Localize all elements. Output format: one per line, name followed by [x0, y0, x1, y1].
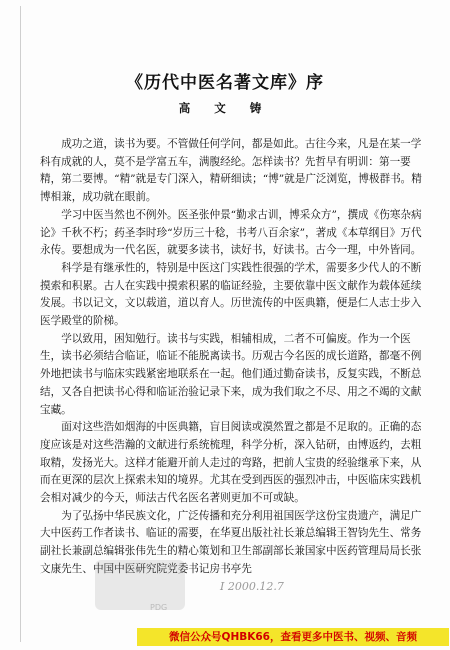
- paragraph: 学以致用，困知勉行。读书与实践，相辅相成，二者不可偏废。作为一个医生，读书必须结合临证，临证不能脱离读书。历观古今名医的成长道路，都毫不例外地把读书与临床实践紧密地联系在一起。他们通过勤奋读书，反复实践，不断总结，又各自把读书心得和临证治验记录下来，成为我们取之不尽、用之不竭的文献宝藏。: [40, 332, 422, 416]
- body-text: [40, 136, 424, 579]
- paragraph: 科学是有继承性的，特别是中医这门实践性很强的学术，需要多少代人的不断摸索和积累。古人在实践中摸索积累的临证经验，主要依靠中医文献作为载体延续发展。书以记文，文以载道，道以育人。历世流传的中医典籍，便是仁人志士步入医学殿堂的阶梯。: [40, 261, 422, 328]
- paragraph: 面对这些浩如烟海的中医典籍，盲目阅读或漠然置之都是不足取的。正确的态度应该是对这些浩瀚的文献进行系统梳理，科学分析，深入钻研，由博返约，去粗取精，发扬光大。这样才能避开前人走过的弯路，把前人宝贵的经验继承下来，从而在更深的层次上探索未知的境界。尤其在受到西医的强烈冲击，中医临床实践机会相对减少的今天，师法古代名医名著则更加不可或缺。: [40, 421, 422, 505]
- promo-banner: 微信公众号QHBK66，查看更多中医书、视频、音频: [137, 628, 449, 646]
- handwritten-date: Ⅰ 2000.12.7: [220, 580, 284, 593]
- watermark-text: PDG: [150, 603, 168, 612]
- library-watermark-logo: [95, 560, 185, 610]
- paragraph: 成功之道，读书为要。不管做任何学问，都是如此。古往今来，凡是在某一学科有成就的人，莫不是学富五车，满腹经纶。怎样读书？先哲早有明训：第一要精，第二要博。“精”就是专门深入，精研细读；“博”就是广泛浏览，博极群书。精博相兼，成功就在眼前。: [40, 138, 422, 204]
- author-name: 高 文 铸: [178, 101, 272, 115]
- paragraph: 为了弘扬中华民族文化，广泛传播和充分利用祖国医学这份宝贵遗产，满足广大中医药工作者读书、临证的需要，在华夏出版社社长兼总编辑王智钧先生、常务副社长兼副总编辑张伟先生的精心策划和卫生部副部长兼国家中医药管理局局长张文康先生、中国中医研究院党委书记房书亭先: [40, 509, 422, 575]
- paragraph: 学习中医当然也不例外。医圣张仲景“勤求古训，博采众方”，撰成《伤寒杂病论》千秋不朽；药圣李时珍“岁历三十稔，书考八百余家”，著成《本草纲目》万代永传。要想成为一代名医，就要多读书，读好书，好读书。古今一理，中外皆同。: [40, 208, 422, 257]
- page-title: 《历代中医名著文库》序: [126, 73, 324, 93]
